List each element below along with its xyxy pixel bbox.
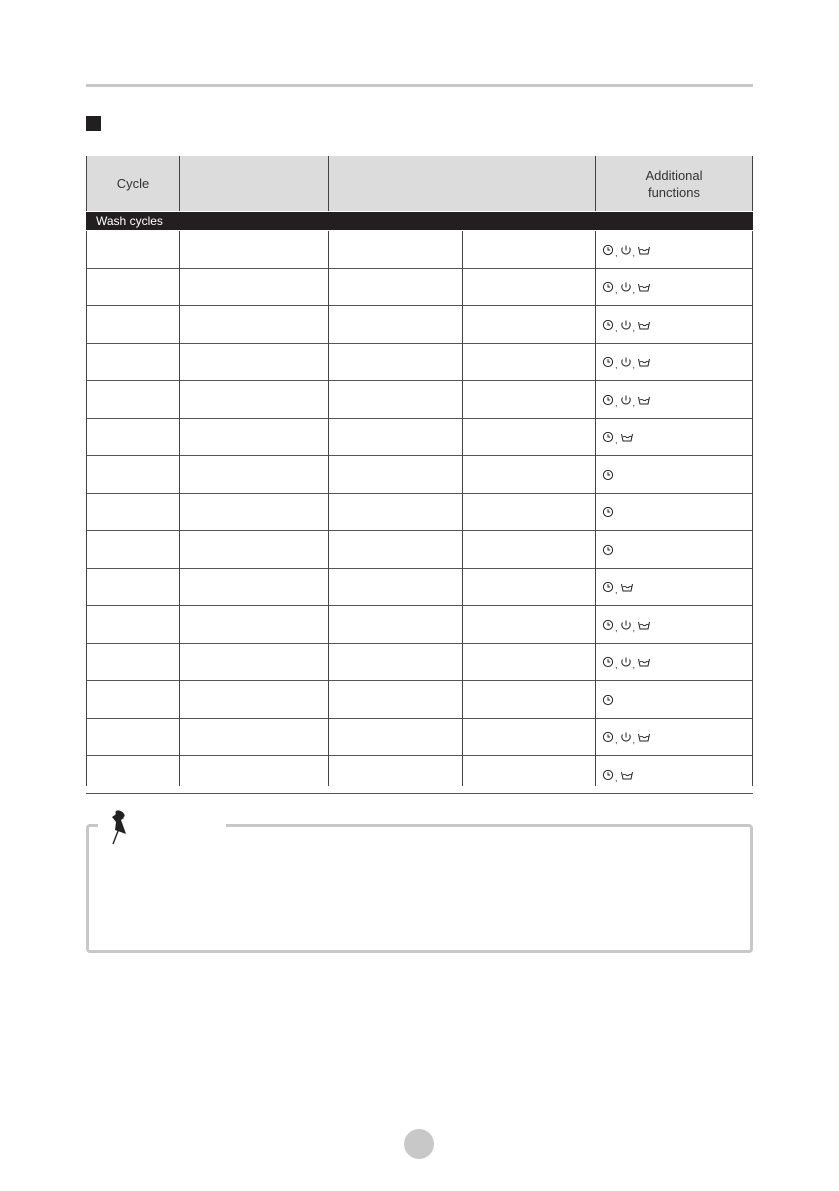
- prewash-icon: [637, 356, 649, 368]
- table-row: [86, 344, 753, 382]
- delay-icon: [602, 356, 614, 368]
- function-separator: ,: [632, 322, 636, 333]
- delay-icon: [602, 469, 614, 481]
- table-row: [86, 306, 753, 344]
- pushpin-icon: [104, 806, 134, 846]
- additional-functions-cell: [602, 430, 632, 444]
- spin-icon: [620, 394, 632, 406]
- function-separator: ,: [615, 285, 618, 296]
- delay-icon: [602, 281, 614, 293]
- wash-cycles-band: [86, 212, 753, 230]
- additional-functions-cell: [602, 730, 649, 744]
- note-box: [86, 824, 753, 953]
- prewash-icon: [637, 281, 649, 293]
- function-separator: ,: [632, 247, 636, 258]
- additional-functions-cell: [602, 280, 649, 294]
- table-row: [86, 644, 753, 682]
- table-row: [86, 719, 753, 757]
- function-separator: ,: [615, 660, 618, 671]
- additional-functions-cell: [602, 355, 649, 369]
- additional-functions-cell: [602, 393, 649, 407]
- function-separator: ,: [632, 397, 636, 408]
- delay-icon: [602, 731, 614, 743]
- column-divider: [86, 231, 87, 786]
- column-divider: [462, 231, 463, 786]
- table-row: [86, 456, 753, 494]
- prewash-icon: [620, 431, 632, 443]
- additional-functions-cell: [602, 693, 614, 707]
- header-additional: [595, 156, 753, 211]
- page-number-badge: [404, 1129, 434, 1159]
- prewash-icon: [620, 769, 632, 781]
- wash-cycles-label: Wash cycles: [96, 214, 163, 228]
- header-additional-label: Additional functions: [645, 167, 703, 200]
- spin-icon: [620, 356, 632, 368]
- prewash-icon: [637, 656, 649, 668]
- function-separator: ,: [615, 360, 618, 371]
- additional-functions-cell: [602, 655, 649, 669]
- function-separator: ,: [615, 322, 618, 333]
- additional-functions-cell: [602, 543, 614, 557]
- delay-icon: [602, 244, 614, 256]
- spin-icon: [620, 656, 632, 668]
- column-divider: [752, 231, 753, 786]
- function-separator: ,: [615, 772, 618, 783]
- delay-icon: [602, 619, 614, 631]
- prewash-icon: [637, 244, 649, 256]
- section-marker: [86, 116, 101, 131]
- table-row: [86, 269, 753, 307]
- additional-functions-cell: [602, 618, 649, 632]
- prewash-icon: [637, 619, 649, 631]
- function-separator: ,: [632, 360, 636, 371]
- header-col2: [179, 156, 328, 211]
- function-separator: ,: [632, 622, 636, 633]
- delay-icon: [602, 656, 614, 668]
- function-separator: ,: [632, 285, 636, 296]
- spin-icon: [620, 281, 632, 293]
- delay-icon: [602, 394, 614, 406]
- table-row: [86, 569, 753, 607]
- spin-icon: [620, 619, 632, 631]
- function-separator: ,: [615, 435, 618, 446]
- function-separator: ,: [632, 660, 636, 671]
- delay-icon: [602, 319, 614, 331]
- prewash-icon: [637, 731, 649, 743]
- function-separator: ,: [615, 622, 618, 633]
- delay-icon: [602, 581, 614, 593]
- additional-functions-cell: [602, 318, 649, 332]
- spin-icon: [620, 319, 632, 331]
- column-divider: [179, 231, 180, 786]
- table-row: [86, 531, 753, 569]
- table-row: [86, 231, 753, 269]
- function-separator: ,: [615, 397, 618, 408]
- table-row: [86, 381, 753, 419]
- table-row: [86, 606, 753, 644]
- top-rule: [86, 84, 753, 87]
- cycle-table: [86, 156, 753, 786]
- table-row: [86, 681, 753, 719]
- function-separator: ,: [615, 585, 618, 596]
- delay-icon: [602, 694, 614, 706]
- delay-icon: [602, 544, 614, 556]
- spin-icon: [620, 731, 632, 743]
- column-divider: [328, 231, 329, 786]
- table-row: [86, 494, 753, 532]
- prewash-icon: [637, 394, 649, 406]
- function-separator: ,: [632, 735, 636, 746]
- row-divider: [86, 793, 753, 794]
- delay-icon: [602, 506, 614, 518]
- prewash-icon: [620, 581, 632, 593]
- delay-icon: [602, 431, 614, 443]
- header-cycle: [86, 156, 179, 211]
- additional-functions-cell: [602, 580, 632, 594]
- additional-functions-cell: [602, 243, 649, 257]
- spin-icon: [620, 244, 632, 256]
- table-row: [86, 756, 753, 794]
- table-row: [86, 419, 753, 457]
- delay-icon: [602, 769, 614, 781]
- function-separator: ,: [615, 735, 618, 746]
- additional-functions-cell: [602, 505, 614, 519]
- header-col3: [328, 156, 595, 211]
- column-divider: [595, 231, 596, 786]
- prewash-icon: [637, 319, 649, 331]
- function-separator: ,: [615, 247, 618, 258]
- header-cycle-label: Cycle: [116, 176, 150, 191]
- additional-functions-cell: [602, 468, 614, 482]
- additional-functions-cell: [602, 768, 632, 782]
